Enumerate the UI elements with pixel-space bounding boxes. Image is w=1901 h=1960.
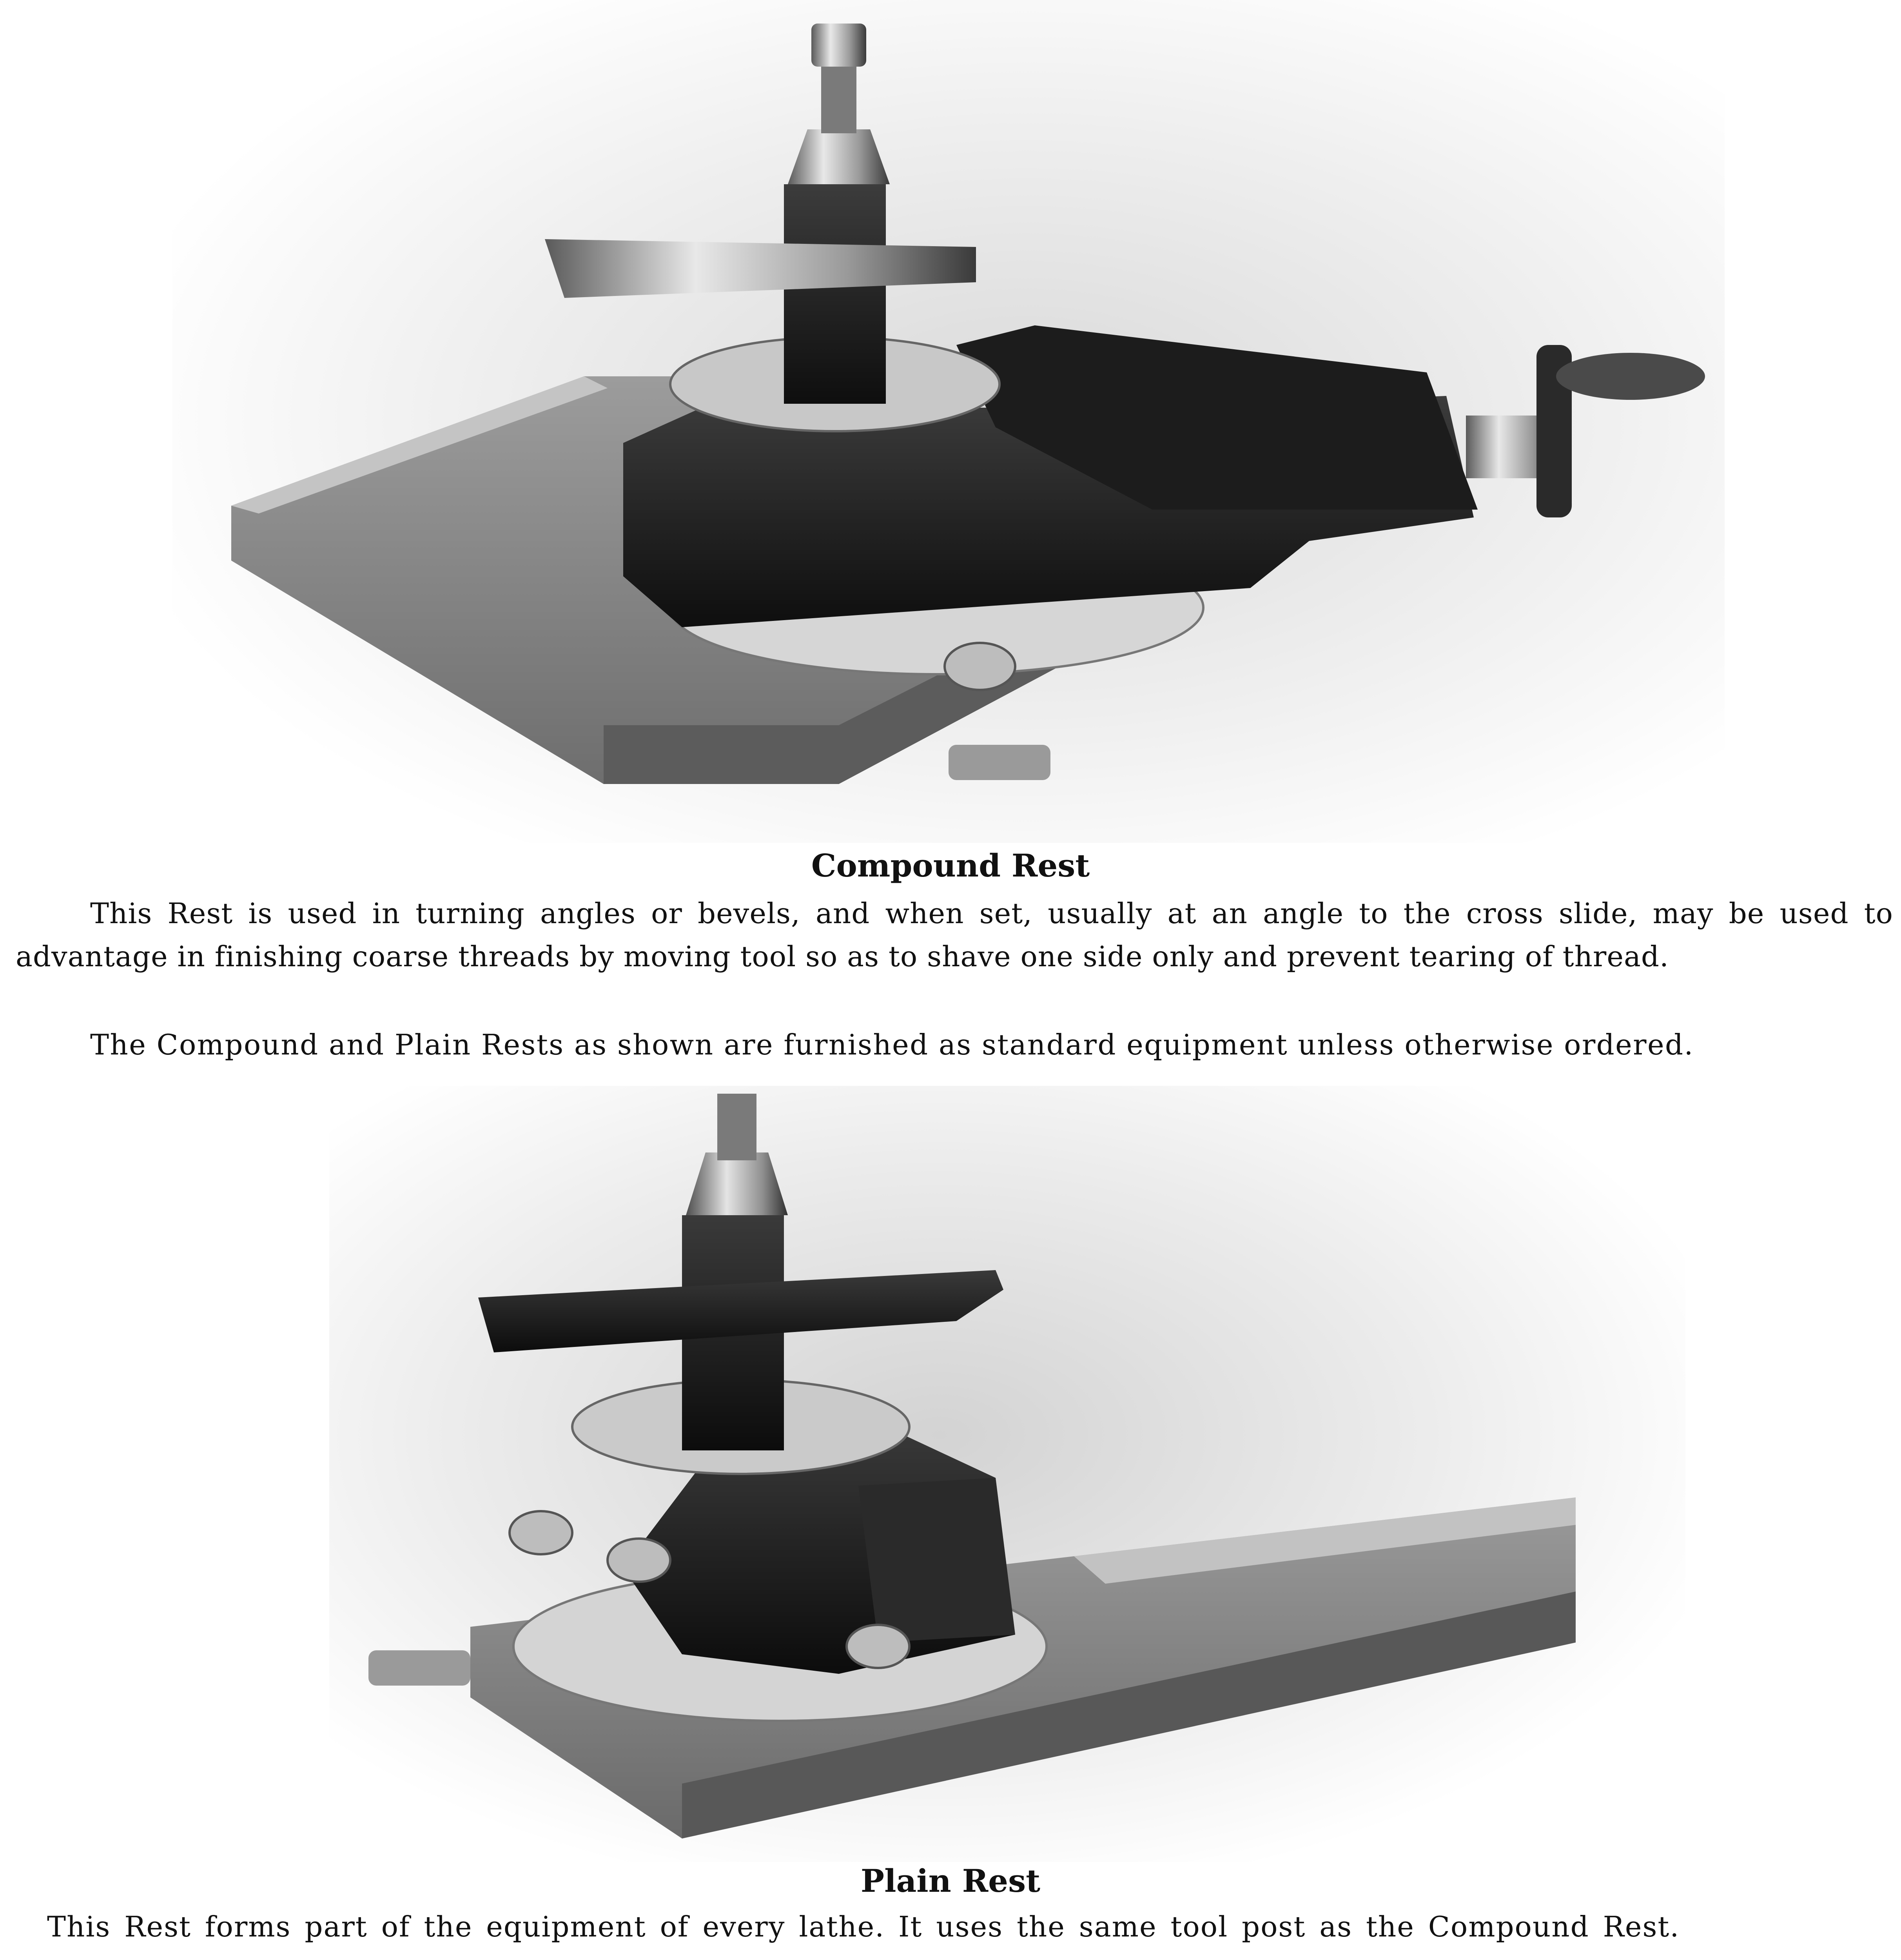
- compound-rest-description: This Rest is used in turning angles or bevels, and when set, usually at an angle to the cross slide, may be used to advantage in finishing coarse threads by moving tool so as to shave one side only and prevent tearing of thread.: [16, 897, 1893, 973]
- compound-rest-illustration: [172, 0, 1725, 843]
- standard-equipment-note: The Compound and Plain Rests as shown are furnished as standard equipment unless otherwise ordered.: [90, 1028, 1694, 1061]
- plain-rest-description: This Rest forms part of the equipment of every lathe. It uses the same tool post as the Compound Rest.: [47, 1910, 1680, 1943]
- plain-rest-caption: Plain Rest: [860, 1862, 1041, 1899]
- plain-rest-illustration: [329, 1086, 1685, 1862]
- compound-rest-caption: Compound Rest: [811, 847, 1090, 884]
